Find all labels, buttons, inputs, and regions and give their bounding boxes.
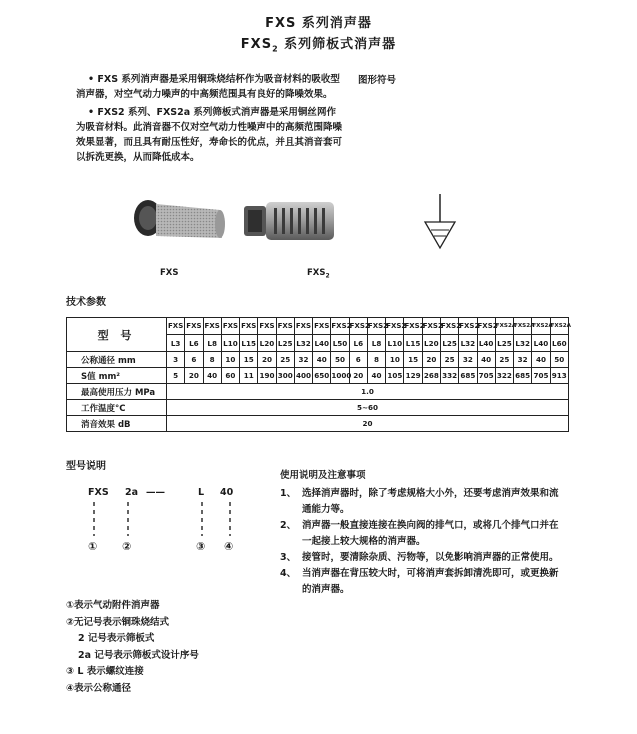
note-number: 2、 bbox=[280, 520, 297, 531]
intro-paragraph-2: • FXS2 系列、FXS2a 系列筛板式消声器是采用铜丝网作为吸音材料。此消音器不仅对空气动力性噪声中的高频范围降噪效果显著，而且具有耐压性好，寿命长的优点，并且其消音套可以拆洗更换，从而降低成本。 bbox=[76, 107, 343, 163]
fxs2-caption bbox=[307, 268, 330, 280]
area-cell: 650 bbox=[313, 368, 331, 384]
temp-label: 工作温度°C bbox=[67, 400, 167, 416]
model-series-cell: FXS bbox=[240, 318, 258, 335]
area-cell: 5 bbox=[167, 368, 185, 384]
model-size-cell: L32 bbox=[514, 335, 532, 352]
diameter-cell: 8 bbox=[367, 352, 385, 368]
model-series-cell: FXS2 bbox=[459, 318, 477, 335]
spec-section-title: 技术参数 bbox=[66, 297, 106, 308]
noise-value: 20 bbox=[167, 416, 569, 432]
diameter-cell: 20 bbox=[422, 352, 440, 368]
model-series-cell: FXS bbox=[185, 318, 203, 335]
area-cell: 105 bbox=[386, 368, 404, 384]
area-cell: 1000 bbox=[331, 368, 349, 384]
diameter-cell: 20 bbox=[258, 352, 276, 368]
model-size-cell: L40 bbox=[532, 335, 550, 352]
note-item bbox=[280, 486, 560, 518]
temp-value: 5~60 bbox=[167, 400, 569, 416]
model-size-cell: L20 bbox=[258, 335, 276, 352]
model-size-cell: L10 bbox=[221, 335, 239, 352]
silencer-symbol-icon bbox=[415, 190, 465, 265]
model-size-cell: L25 bbox=[276, 335, 294, 352]
diameter-cell: 8 bbox=[203, 352, 221, 368]
note-text: 选择消声器时，除了考虑规格大小外，还要考虑消声效果和流通能力等。 bbox=[302, 488, 559, 515]
diameter-cell: 40 bbox=[477, 352, 495, 368]
note-text: 接管时，要清除杂质、污物等，以免影响消声器的正常使用。 bbox=[302, 552, 559, 563]
area-cell: 913 bbox=[550, 368, 568, 384]
area-cell: 332 bbox=[440, 368, 458, 384]
model-series-cell: FXS2 bbox=[349, 318, 367, 335]
model-series-cell: FXS bbox=[203, 318, 221, 335]
model-size-cell: L20 bbox=[422, 335, 440, 352]
diameter-label: 公称通径 mm bbox=[67, 352, 167, 368]
area-row bbox=[67, 368, 569, 384]
symbol-label: 图形符号 bbox=[358, 75, 397, 86]
intro-paragraph-1: • FXS 系列消声器是采用铜珠烧结杯作为吸音材料的吸收型消声器，对空气动力噪声的中高频范围具有良好的降噪效果。 bbox=[76, 74, 340, 100]
note-text: 消声器一般直接连接在换向阀的排气口，或将几个排气口并在一起接上较大规格的消声器。 bbox=[302, 520, 559, 547]
note-number: 4、 bbox=[280, 568, 297, 579]
code-legend bbox=[66, 598, 199, 697]
legend-item: ①表示气动附件消声器 bbox=[66, 600, 160, 611]
diameter-cell: 15 bbox=[240, 352, 258, 368]
note-item bbox=[280, 518, 560, 550]
diameter-cell: 50 bbox=[331, 352, 349, 368]
model-series-cell: FXS bbox=[276, 318, 294, 335]
diameter-cell: 25 bbox=[440, 352, 458, 368]
spec-table bbox=[66, 317, 569, 432]
marker-3: ③ bbox=[196, 540, 206, 553]
note-text: 当消声器在背压较大时，可将消声套拆卸清洗即可，或更换新的消声器。 bbox=[302, 568, 559, 595]
model-size-cell: L40 bbox=[313, 335, 331, 352]
model-size-cell: L8 bbox=[203, 335, 221, 352]
model-size-cell: L15 bbox=[240, 335, 258, 352]
note-number: 3、 bbox=[280, 552, 297, 563]
usage-notes bbox=[280, 468, 560, 598]
fxs-photo bbox=[130, 190, 230, 252]
note-number: 1、 bbox=[280, 488, 297, 499]
model-size-cell: L32 bbox=[459, 335, 477, 352]
model-size-cell: L6 bbox=[185, 335, 203, 352]
model-series-cell: FXS2 bbox=[404, 318, 422, 335]
pressure-label: 最高使用压力 MPa bbox=[67, 384, 167, 400]
model-series-cell: FXS2A bbox=[495, 318, 513, 335]
fxs2-caption-subscript: 2 bbox=[325, 272, 330, 280]
code-dash: —— bbox=[146, 487, 165, 498]
model-size-cell: L32 bbox=[294, 335, 312, 352]
notes-title: 使用说明及注意事项 bbox=[280, 470, 366, 481]
code-part-1: FXS bbox=[88, 487, 109, 498]
model-series-cell: FXS bbox=[221, 318, 239, 335]
subtitle-suffix: 系列筛板式消声器 bbox=[278, 37, 397, 52]
area-cell: 60 bbox=[221, 368, 239, 384]
diameter-cell: 10 bbox=[221, 352, 239, 368]
area-cell: 20 bbox=[185, 368, 203, 384]
model-series-cell: FXS bbox=[294, 318, 312, 335]
fxs2-photo bbox=[240, 192, 340, 252]
legend-item: ④表示公称通径 bbox=[66, 682, 132, 694]
diameter-row bbox=[67, 352, 569, 368]
area-cell: 705 bbox=[532, 368, 550, 384]
diameter-cell: 40 bbox=[313, 352, 331, 368]
model-size-cell: L25 bbox=[495, 335, 513, 352]
model-size-cell: L3 bbox=[167, 335, 185, 352]
diameter-cell: 40 bbox=[532, 352, 550, 368]
note-item bbox=[280, 566, 560, 598]
model-size-cell: L60 bbox=[550, 335, 568, 352]
page-title: FXS 系列消声器 bbox=[265, 16, 372, 31]
diameter-cell: 3 bbox=[167, 352, 185, 368]
diameter-cell: 25 bbox=[276, 352, 294, 368]
diameter-cell: 32 bbox=[294, 352, 312, 368]
area-label: S值 mm² bbox=[67, 368, 167, 384]
area-cell: 20 bbox=[349, 368, 367, 384]
diameter-cell: 32 bbox=[514, 352, 532, 368]
area-cell: 11 bbox=[240, 368, 258, 384]
model-size-cell: L10 bbox=[386, 335, 404, 352]
marker-4: ④ bbox=[224, 540, 234, 553]
page-subtitle bbox=[0, 33, 637, 54]
model-series-cell: FXS2A bbox=[532, 318, 550, 335]
legend-item: 2a 记号表示筛板式设计序号 bbox=[78, 649, 199, 661]
legend-item: ③ L 表示螺纹连接 bbox=[66, 666, 144, 677]
intro-text bbox=[76, 72, 344, 168]
area-cell: 129 bbox=[404, 368, 422, 384]
diameter-cell: 6 bbox=[185, 352, 203, 368]
model-size-cell: L25 bbox=[440, 335, 458, 352]
area-cell: 300 bbox=[276, 368, 294, 384]
subtitle-subscript: 2 bbox=[272, 44, 279, 54]
model-section-title: 型号说明 bbox=[66, 461, 106, 472]
model-series-cell: FXS2A bbox=[514, 318, 532, 335]
model-series-cell: FXS2 bbox=[367, 318, 385, 335]
model-series-cell: FXS2A bbox=[550, 318, 568, 335]
legend-item: 2 记号表示筛板式 bbox=[78, 633, 155, 644]
fxs-caption: FXS bbox=[160, 268, 179, 278]
model-header: 型 号 bbox=[67, 318, 167, 352]
model-series-cell: FXS bbox=[258, 318, 276, 335]
model-size-cell: L15 bbox=[404, 335, 422, 352]
marker-2: ② bbox=[122, 540, 132, 553]
diameter-cell: 25 bbox=[495, 352, 513, 368]
pressure-row bbox=[67, 384, 569, 400]
area-cell: 268 bbox=[422, 368, 440, 384]
code-part-2: 2a bbox=[125, 487, 139, 498]
diameter-cell: 50 bbox=[550, 352, 568, 368]
area-cell: 40 bbox=[203, 368, 221, 384]
area-cell: 685 bbox=[459, 368, 477, 384]
model-series-cell: FXS bbox=[313, 318, 331, 335]
model-series-cell: FXS2 bbox=[477, 318, 495, 335]
area-cell: 190 bbox=[258, 368, 276, 384]
area-cell: 400 bbox=[294, 368, 312, 384]
area-cell: 705 bbox=[477, 368, 495, 384]
diameter-cell: 32 bbox=[459, 352, 477, 368]
code-part-4: 40 bbox=[220, 487, 234, 498]
code-leader-lines bbox=[80, 500, 250, 540]
model-size-cell: L40 bbox=[477, 335, 495, 352]
fxs2-caption-prefix: FXS bbox=[307, 268, 326, 278]
diameter-cell: 10 bbox=[386, 352, 404, 368]
temp-row bbox=[67, 400, 569, 416]
model-series-cell: FXS bbox=[167, 318, 185, 335]
noise-label: 消音效果 dB bbox=[67, 416, 167, 432]
model-series-cell: FXS2 bbox=[422, 318, 440, 335]
area-cell: 40 bbox=[367, 368, 385, 384]
area-cell: 322 bbox=[495, 368, 513, 384]
legend-item: ②无记号表示铜珠烧结式 bbox=[66, 616, 170, 628]
model-series-cell: FXS2 bbox=[331, 318, 349, 335]
diameter-cell: 15 bbox=[404, 352, 422, 368]
note-item bbox=[280, 550, 560, 566]
model-size-cell: L6 bbox=[349, 335, 367, 352]
diameter-cell: 6 bbox=[349, 352, 367, 368]
model-size-cell: L8 bbox=[367, 335, 385, 352]
code-part-3: L bbox=[198, 487, 205, 498]
area-cell: 685 bbox=[514, 368, 532, 384]
pressure-value: 1.0 bbox=[167, 384, 569, 400]
model-row-top bbox=[67, 318, 569, 335]
model-size-cell: L50 bbox=[331, 335, 349, 352]
subtitle-prefix: FXS bbox=[240, 37, 273, 52]
model-series-cell: FXS2 bbox=[386, 318, 404, 335]
model-series-cell: FXS2 bbox=[440, 318, 458, 335]
marker-1: ① bbox=[88, 540, 98, 553]
noise-row bbox=[67, 416, 569, 432]
